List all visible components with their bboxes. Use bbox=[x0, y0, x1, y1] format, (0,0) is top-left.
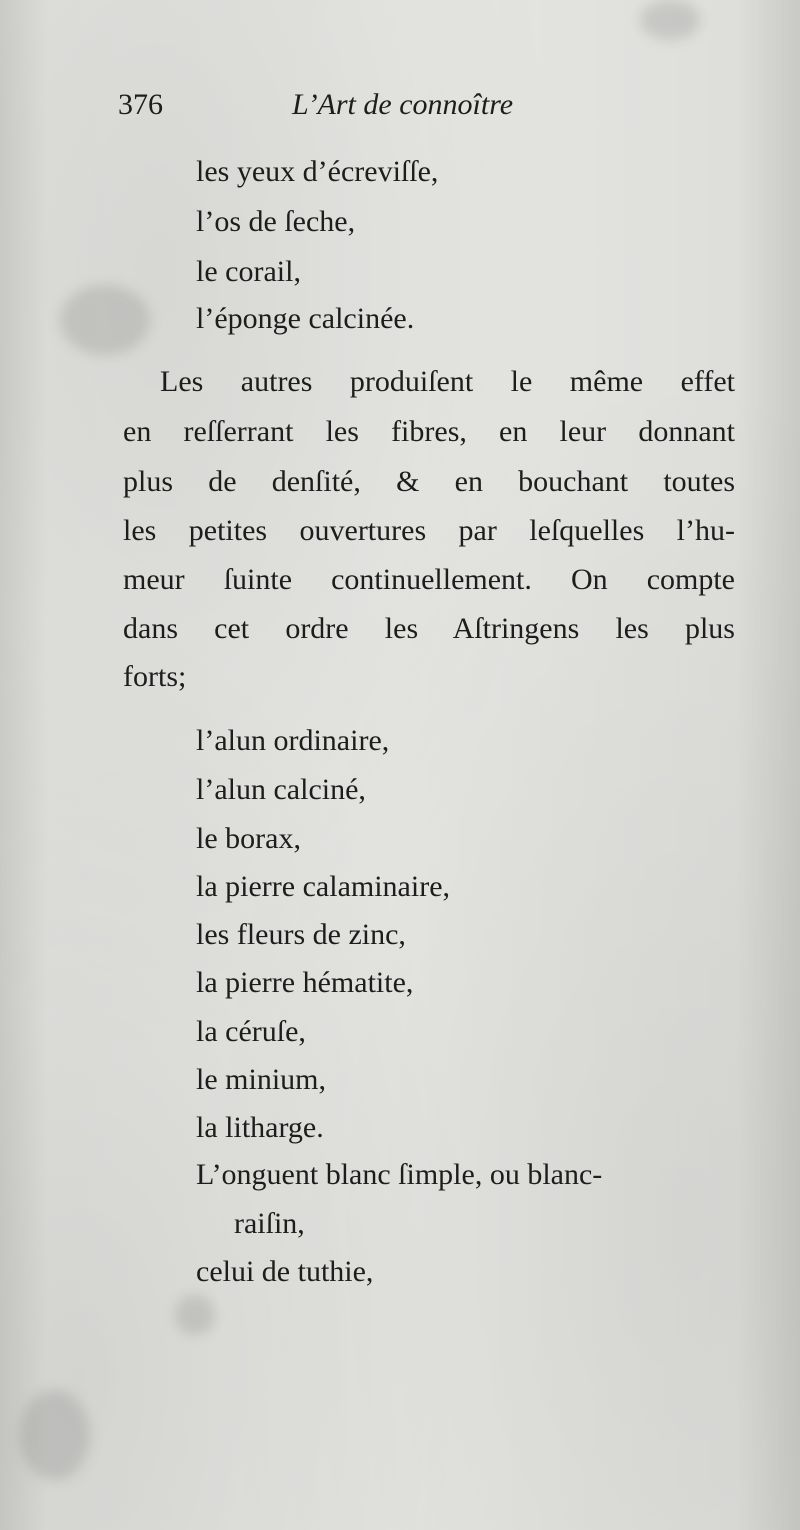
list-item: les fleurs de zinc, bbox=[196, 918, 406, 951]
list-item: l’éponge calcinée. bbox=[196, 302, 415, 335]
ink-stain bbox=[640, 0, 700, 40]
list-item: le minium, bbox=[196, 1063, 326, 1096]
list-item: la litharge. bbox=[196, 1111, 324, 1144]
ink-stain bbox=[20, 1390, 90, 1480]
ink-stain bbox=[60, 285, 150, 355]
list-item: L’onguent blanc ſimple, ou blanc- bbox=[196, 1158, 603, 1191]
paragraph-line: forts; bbox=[123, 660, 187, 693]
list-item: la céruſe, bbox=[196, 1015, 306, 1048]
paragraph-line: en reſſerrant les fibres, en leur donnant bbox=[123, 415, 735, 448]
list-item: l’alun calciné, bbox=[196, 773, 366, 806]
list-item: celui de tuthie, bbox=[196, 1255, 374, 1288]
list-item: les yeux d’écreviſſe, bbox=[196, 155, 439, 188]
paragraph-line: Les autres produiſent le même effet bbox=[160, 365, 735, 398]
list-item: raiſin, bbox=[234, 1207, 305, 1240]
paragraph-line: meur ſuinte continuellement. On compte bbox=[123, 563, 735, 596]
paragraph-line: dans cet ordre les Aſtringens les plus bbox=[123, 612, 735, 645]
paragraph-line: plus de denſité, & en bouchant toutes bbox=[123, 465, 735, 498]
page-header bbox=[118, 88, 618, 128]
list-item: la pierre hématite, bbox=[196, 966, 414, 999]
list-item: le borax, bbox=[196, 822, 301, 855]
list-item: l’os de ſeche, bbox=[196, 205, 356, 238]
list-item: le corail, bbox=[196, 255, 301, 288]
page-number: 376 bbox=[118, 88, 163, 121]
paragraph-line: les petites ouvertures par leſquelles l’hu- bbox=[123, 514, 735, 547]
ink-stain bbox=[175, 1295, 215, 1335]
running-title: L’Art de connoître bbox=[292, 88, 514, 121]
list-item: la pierre calaminaire, bbox=[196, 870, 451, 903]
list-item: l’alun ordinaire, bbox=[196, 724, 390, 757]
